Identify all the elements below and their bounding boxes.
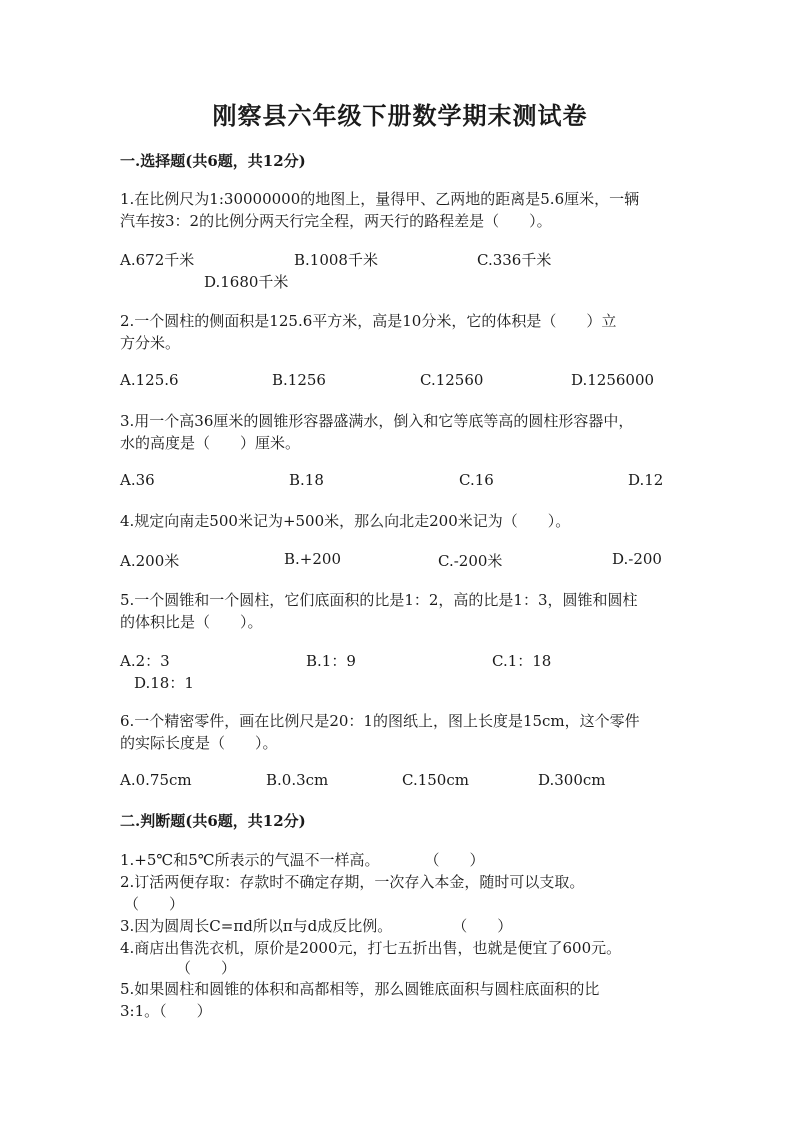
question-5-option-a[interactable]: A.2：3 bbox=[120, 652, 170, 670]
question-4-option-b[interactable]: B.+200 bbox=[284, 550, 341, 568]
question-6-option-b[interactable]: B.0.3cm bbox=[266, 771, 329, 789]
question-5-line-2: 的体积比是（ ）。 bbox=[120, 613, 263, 631]
judgment-5: 5.如果圆柱和圆锥的体积和高都相等，那么圆锥底面积与圆柱底面积的比 bbox=[120, 980, 600, 998]
judgment-2-answer[interactable]: （ ） bbox=[124, 895, 185, 913]
question-2-option-a[interactable]: A.125.6 bbox=[120, 371, 179, 389]
section-heading-judgment: 二.判断题(共6题，共12分) bbox=[120, 812, 306, 830]
question-5-option-b[interactable]: B.1：9 bbox=[306, 652, 356, 670]
question-2-line-1: 2.一个圆柱的侧面积是125.6平方米，高是10分米，它的体积是（ ）立 bbox=[120, 312, 617, 330]
question-2-option-d[interactable]: D.1256000 bbox=[571, 371, 655, 389]
question-1-option-a[interactable]: A.672千米 bbox=[120, 251, 195, 269]
page-title: 刚察县六年级下册数学期末测试卷 bbox=[212, 101, 588, 130]
judgment-3: 3.因为圆周长C=πd所以π与d成反比例。 （ ） bbox=[120, 917, 513, 935]
question-3-line-1: 3.用一个高36厘米的圆锥形容器盛满水，倒入和它等底等高的圆柱形容器中， bbox=[120, 412, 634, 430]
question-3-option-d[interactable]: D.12 bbox=[628, 471, 664, 489]
question-4-option-c[interactable]: C.-200米 bbox=[438, 552, 503, 570]
question-1-option-b[interactable]: B.1008千米 bbox=[294, 251, 378, 269]
judgment-5-line-2: 3:1。（ ） bbox=[120, 1002, 212, 1020]
question-4-option-d[interactable]: D.-200 bbox=[612, 550, 662, 568]
judgment-2: 2.订活两便存取：存款时不确定存期，一次存入本金，随时可以支取。 bbox=[120, 873, 585, 891]
question-6-line-2: 的实际长度是（ ）。 bbox=[120, 734, 278, 752]
judgment-4: 4.商店出售洗衣机，原价是2000元，打七五折出售，也就是便宜了600元。 bbox=[120, 939, 622, 957]
question-1-option-d[interactable]: D.1680千米 bbox=[204, 273, 289, 291]
question-6-line-1: 6.一个精密零件，画在比例尺是20：1的图纸上，图上长度是15cm，这个零件 bbox=[120, 712, 640, 730]
section-heading-choice: 一.选择题(共6题，共12分) bbox=[120, 152, 306, 170]
question-1-line-2: 汽车按3：2的比例分两天行完全程，两天行的路程差是（ ）。 bbox=[120, 212, 552, 230]
question-4-line-1: 4.规定向南走500米记为+500米，那么向北走200米记为（ ）。 bbox=[120, 512, 571, 530]
question-1-line-1: 1.在比例尺为1:30000000的地图上，量得甲、乙两地的距离是5.6厘米，一辆 bbox=[120, 190, 640, 208]
judgment-4-answer[interactable]: （ ） bbox=[176, 959, 237, 977]
question-3-line-2: 水的高度是（ ）厘米。 bbox=[120, 434, 301, 452]
question-2-option-c[interactable]: C.12560 bbox=[420, 371, 484, 389]
question-5-option-d[interactable]: D.18：1 bbox=[134, 674, 194, 692]
question-5-line-1: 5.一个圆锥和一个圆柱，它们底面积的比是1：2，高的比是1：3，圆锥和圆柱 bbox=[120, 591, 638, 609]
question-6-option-c[interactable]: C.150cm bbox=[402, 771, 469, 789]
question-3-option-b[interactable]: B.18 bbox=[289, 471, 324, 489]
question-2-line-2: 方分米。 bbox=[120, 334, 181, 352]
question-4-option-a[interactable]: A.200米 bbox=[120, 552, 180, 570]
question-2-option-b[interactable]: B.1256 bbox=[272, 371, 326, 389]
question-6-option-a[interactable]: A.0.75cm bbox=[120, 771, 192, 789]
question-5-option-c[interactable]: C.1：18 bbox=[492, 652, 552, 670]
question-3-option-a[interactable]: A.36 bbox=[120, 471, 155, 489]
question-3-option-c[interactable]: C.16 bbox=[459, 471, 494, 489]
judgment-1: 1.+5℃和5℃所表示的气温不一样高。 （ ） bbox=[120, 851, 485, 869]
question-6-option-d[interactable]: D.300cm bbox=[538, 771, 606, 789]
question-1-option-c[interactable]: C.336千米 bbox=[477, 251, 552, 269]
